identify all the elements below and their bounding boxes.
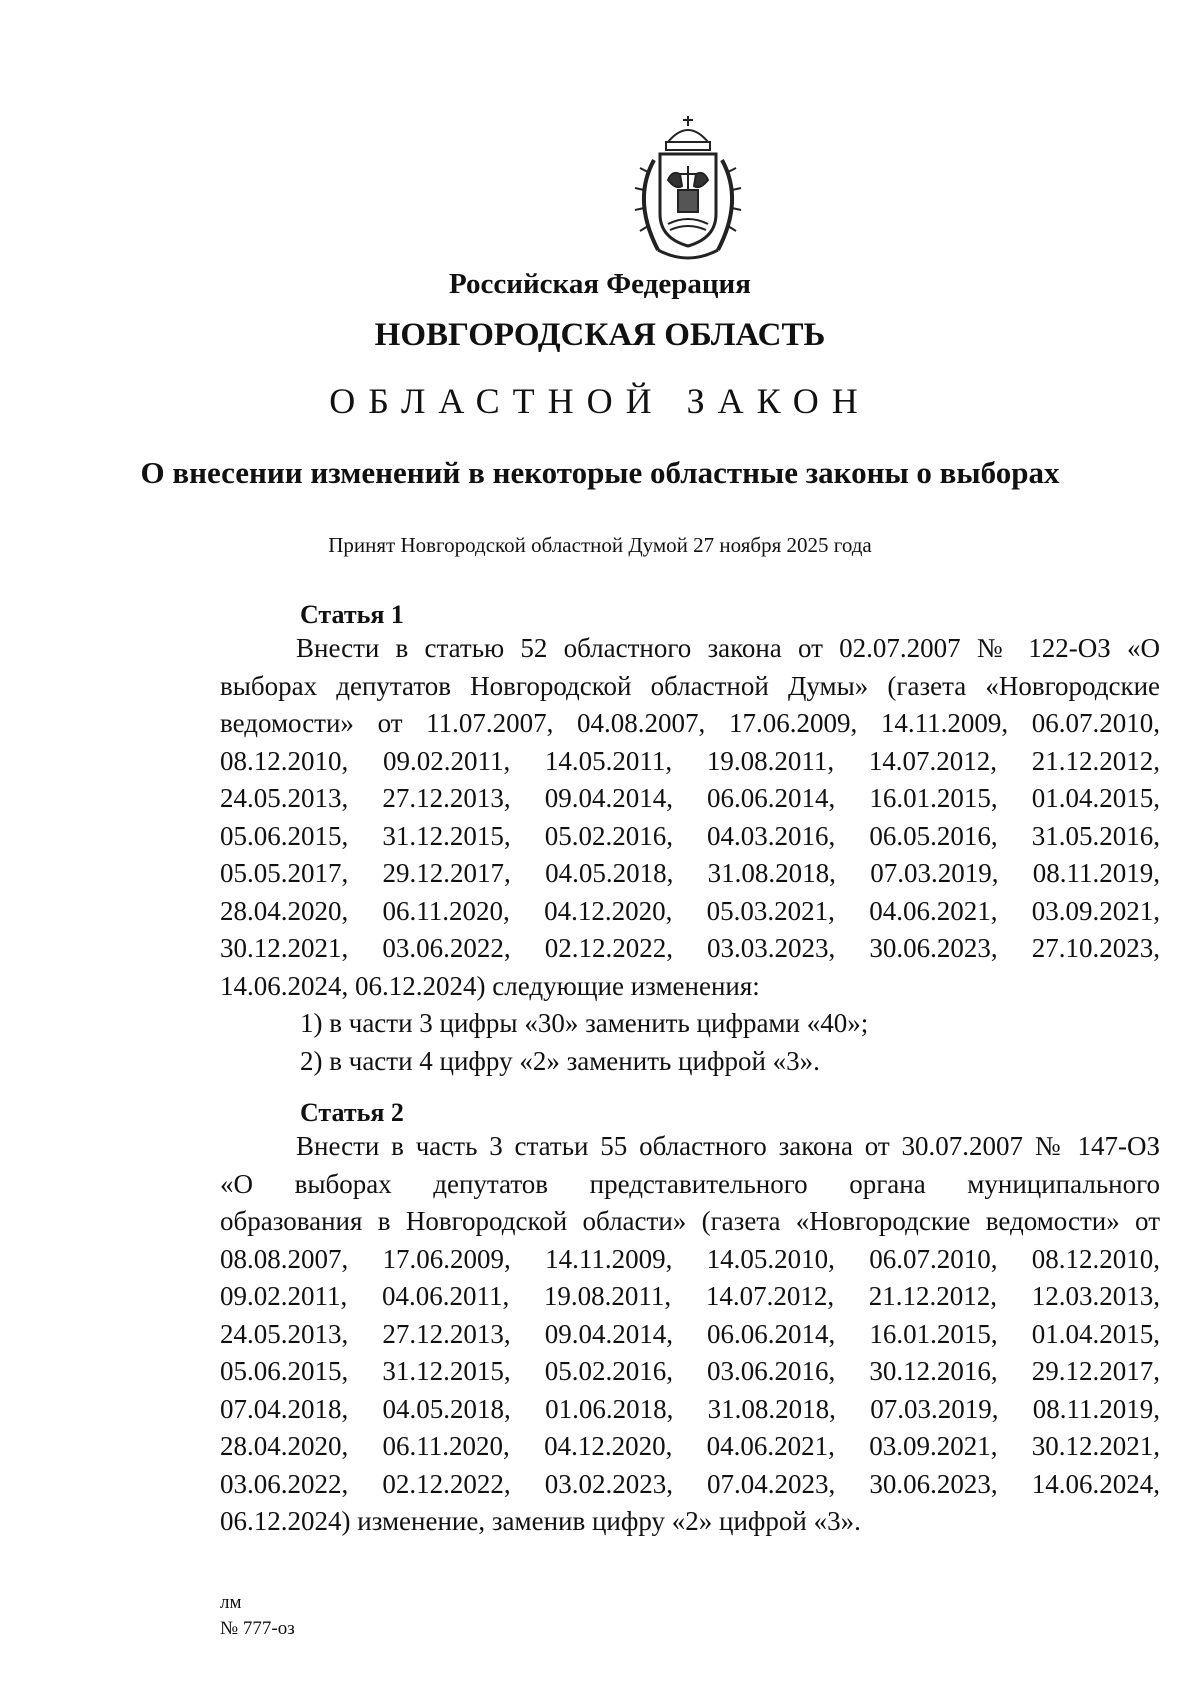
region-name: НОВГОРОДСКАЯ ОБЛАСТЬ xyxy=(374,317,826,353)
adoption-note: Принят Новгородской областной Думой 27 ноября 2025 года xyxy=(328,533,872,557)
novgorod-coat-of-arms-icon xyxy=(618,110,758,268)
text-line: 24.05.2013, 27.12.2013, 09.04.2014, 06.06.2014, 16.01.2015, 01.04.2015, xyxy=(220,783,1160,813)
text-line: 07.04.2018, 04.05.2018, 01.06.2018, 31.08.2018, 07.03.2019, 08.11.2019, xyxy=(220,1393,1160,1424)
text-line: «О выборах депутатов представительного органа муниципального xyxy=(220,1168,1160,1199)
document-footer xyxy=(220,1590,295,1642)
text-line: Внести в часть 3 статьи 55 областного закона от 30.07.2007 № 147-ОЗ xyxy=(296,1131,1160,1161)
law-number: № 777-оз xyxy=(220,1618,295,1639)
text-line: 08.12.2010, 09.02.2011, 14.05.2011, 19.08.2011, 14.07.2012, 21.12.2012, xyxy=(220,745,1160,776)
amendment-item: 1) в части 3 цифры «30» заменить цифрами «40»; xyxy=(300,1008,869,1038)
law-type: ОБЛАСТНОЙ ЗАКОН xyxy=(329,381,871,421)
text-line: 05.06.2015, 31.12.2015, 05.02.2016, 03.06.2016, 30.12.2016, 29.12.2017, xyxy=(220,1356,1160,1386)
text-line: 28.04.2020, 06.11.2020, 04.12.2020, 04.06.2021, 03.09.2021, 30.12.2021, xyxy=(220,1431,1160,1461)
article-1-heading: Статья 1 xyxy=(300,600,404,629)
text-line: Внести в статью 52 областного закона от 02.07.2007 № 122-ОЗ «О xyxy=(296,633,1160,663)
country-name: Российская Федерация xyxy=(449,268,751,300)
text-line: 14.06.2024, 06.12.2024) следующие изменения: xyxy=(220,970,760,1001)
amendment-item: 2) в части 4 цифру «2» заменить цифрой «3». xyxy=(300,1045,820,1076)
text-line: 28.04.2020, 06.11.2020, 04.12.2020, 05.03.2021, 04.06.2021, 03.09.2021, xyxy=(220,895,1160,926)
text-line: выборах депутатов Новгородской областной Думы» (газета «Новгородские xyxy=(220,670,1160,701)
text-line: 08.08.2007, 17.06.2009, 14.11.2009, 14.05.2010, 06.07.2010, 08.12.2010, xyxy=(220,1243,1160,1274)
article-2-heading: Статья 2 xyxy=(300,1098,404,1127)
article-1-body xyxy=(220,630,1160,1080)
text-line: 05.06.2015, 31.12.2015, 05.02.2016, 04.03.2016, 06.05.2016, 31.05.2016, xyxy=(220,820,1160,851)
text-line: 30.12.2021, 03.06.2022, 02.12.2022, 03.03.2023, 30.06.2023, 27.10.2023, xyxy=(220,933,1160,963)
executor-initials: лм xyxy=(220,1592,242,1613)
text-line: образования в Новгородской области» (газета «Новгородские ведомости» от xyxy=(220,1206,1160,1236)
text-line: 09.02.2011, 04.06.2011, 19.08.2011, 14.07.2012, 21.12.2012, 12.03.2013, xyxy=(220,1281,1160,1311)
text-line: 06.12.2024) изменение, заменив цифру «2» цифрой «3». xyxy=(220,1506,861,1536)
law-title: О внесении изменений в некоторые областные законы о выборах xyxy=(140,455,1060,490)
text-line: 05.05.2017, 29.12.2017, 04.05.2018, 31.08.2018, 07.03.2019, 08.11.2019, xyxy=(220,858,1160,888)
text-line: 24.05.2013, 27.12.2013, 09.04.2014, 06.06.2014, 16.01.2015, 01.04.2015, xyxy=(220,1318,1160,1349)
article-2-body xyxy=(220,1128,1160,1541)
text-line: ведомости» от 11.07.2007, 04.08.2007, 17.06.2009, 14.11.2009, 06.07.2010, xyxy=(220,708,1160,738)
text-line: 03.06.2022, 02.12.2022, 03.02.2023, 07.04.2023, 30.06.2023, 14.06.2024, xyxy=(220,1468,1160,1499)
